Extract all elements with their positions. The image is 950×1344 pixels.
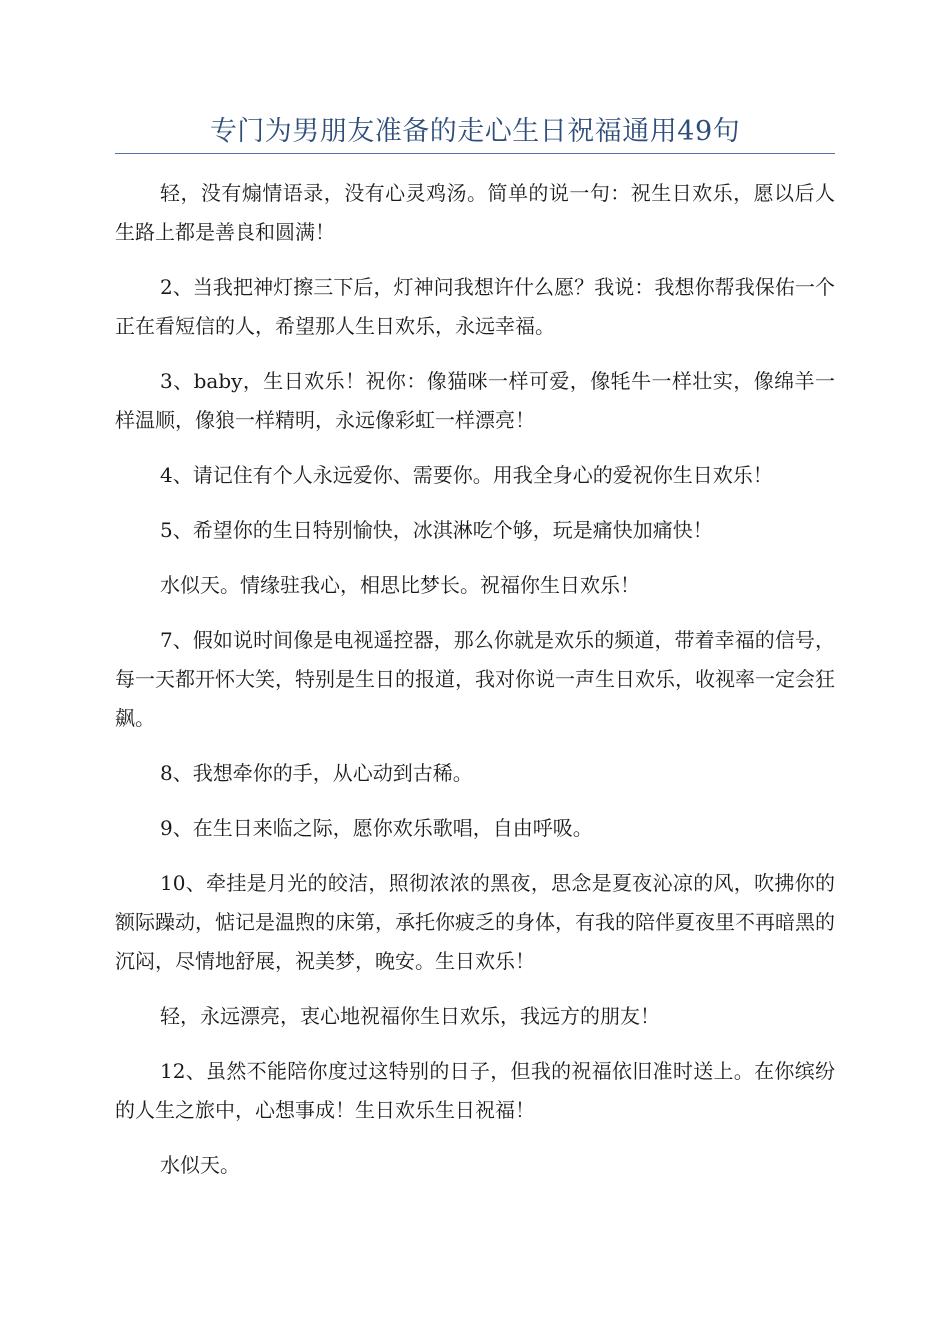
paragraph: 10、牵挂是月光的皎洁，照彻浓浓的黑夜，思念是夏夜沁凉的风，吹拂你的额际躁动，惦记是温煦的床第，承托你疲乏的身体，有我的陪伴夏夜里不再暗黑的沉闷，尽情地舒展，祝美梦，晚安。生日欢乐！ xyxy=(115,871,835,973)
paragraph: 5、希望你的生日特别愉快，冰淇淋吃个够，玩是痛快加痛快！ xyxy=(160,518,713,542)
document-title: 专门为男朋友准备的走心生日祝福通用49句 xyxy=(209,116,741,147)
paragraph: 9、在生日来临之际，愿你欢乐歌唱，自由呼吸。 xyxy=(160,816,593,840)
paragraph: 轻，永远漂亮，衷心地祝福你生日欢乐，我远方的朋友！ xyxy=(160,1004,660,1028)
paragraph: 2、当我把神灯擦三下后，灯神问我想许什么愿？我说：我想你帮我保佑一个正在看短信的人，希望那人生日欢乐，永远幸福。 xyxy=(115,275,835,338)
title-underline xyxy=(115,153,835,154)
paragraph: 12、虽然不能陪你度过这特别的日子，但我的祝福依旧准时送上。在你缤纷的人生之旅中，心想事成！生日欢乐生日祝福！ xyxy=(115,1059,835,1122)
paragraph: 水似天。 xyxy=(160,1153,240,1177)
paragraph: 8、我想牵你的手，从心动到古稀。 xyxy=(160,761,473,785)
document-body xyxy=(115,174,835,1201)
paragraph: 3、baby，生日欢乐！祝你：像猫咪一样可爱，像牦牛一样壮实，像绵羊一样温顺，像狼一样精明，永远像彩虹一样漂亮！ xyxy=(115,369,835,432)
paragraph: 4、请记住有个人永远爱你、需要你。用我全身心的爱祝你生日欢乐！ xyxy=(160,463,773,487)
paragraph: 水似天。情缘驻我心，相思比梦长。祝福你生日欢乐！ xyxy=(160,573,640,597)
paragraph: 7、假如说时间像是电视遥控器，那么你就是欢乐的频道，带着幸福的信号，每一天都开怀大笑，特别是生日的报道，我对你说一声生日欢乐，收视率一定会狂飙。 xyxy=(115,628,835,730)
paragraph: 轻，没有煽情语录，没有心灵鸡汤。简单的说一句：祝生日欢乐，愿以后人生路上都是善良和圆满！ xyxy=(115,181,835,244)
